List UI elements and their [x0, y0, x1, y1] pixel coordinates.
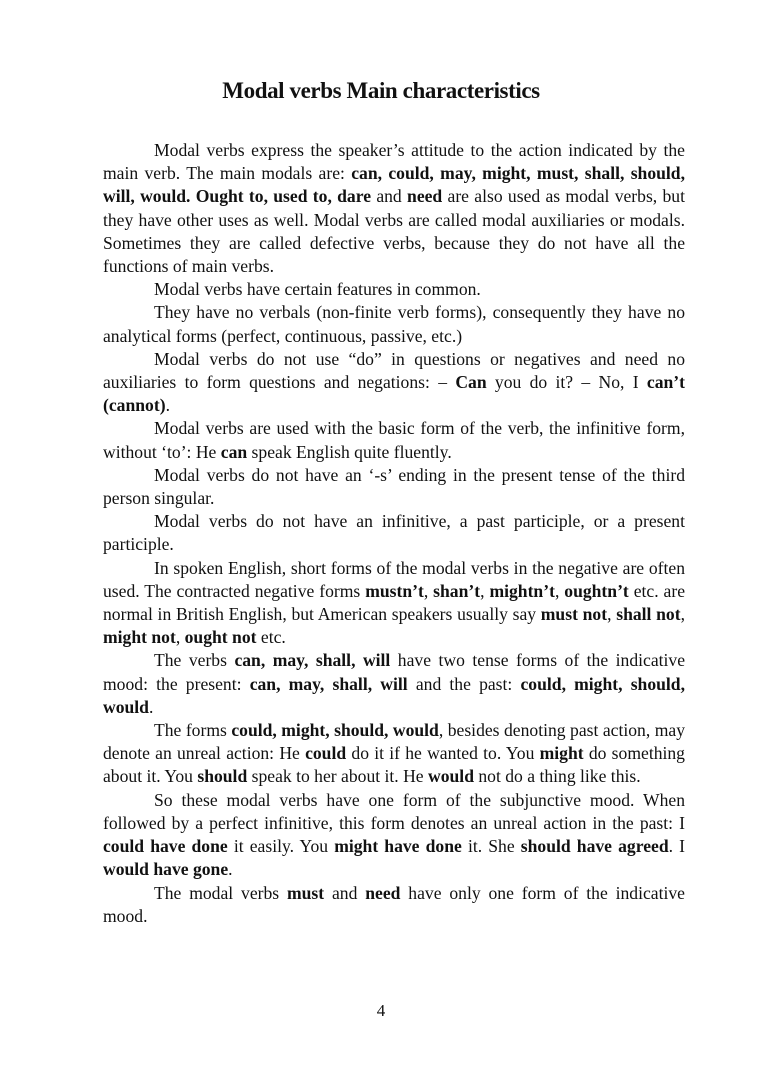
bold-term: ought not	[184, 627, 257, 648]
bold-term: must not	[540, 604, 608, 625]
text-run: you do it? – No, I	[486, 372, 647, 393]
bold-term: might not	[103, 627, 176, 648]
text-run: ,	[480, 580, 490, 601]
text-run: Modal verbs do not have an infinitive, a past participle, or a present participle.	[103, 511, 685, 555]
paragraph	[103, 348, 685, 418]
paragraph	[103, 649, 685, 719]
text-run: speak English quite fluently.	[247, 441, 452, 462]
text-run: .	[228, 859, 233, 880]
text-run: do it if he wanted to. You	[346, 743, 540, 764]
page-number: 4	[376, 1001, 386, 1020]
paragraph	[103, 139, 685, 278]
text-run: and	[324, 882, 366, 903]
text-run: are also used as modal verbs, but they have other uses as well. Modal verbs are called modal auxiliaries or modals. Sometimes they are called defective verbs, because they do not have all the functions of main verbs.	[103, 186, 685, 277]
text-run: The verbs	[154, 650, 235, 671]
bold-term: must	[286, 882, 325, 903]
paragraph	[103, 301, 685, 347]
bold-term: could have done	[103, 836, 228, 857]
text-run: In spoken English, short forms of the modal verbs in the negative are often used. The contracted negative forms	[103, 557, 685, 601]
text-run: ,	[175, 627, 185, 648]
bold-term: would	[428, 766, 474, 787]
bold-term: could, might, should, would	[231, 720, 439, 741]
bold-term: can, could, may, might, must, shall, should, will, would. Ought to, used to, dare	[103, 163, 685, 207]
text-run: So these modal verbs have one form of the subjunctive mood. When followed by a perfect infinitive, this form denotes an unreal action in the past: I	[103, 789, 685, 833]
text-run: The modal verbs	[154, 882, 287, 903]
text-run: Modal verbs do not have an ‘-s’ ending in the present tense of the third person singular.	[103, 464, 685, 509]
text-run: . I	[668, 836, 685, 857]
bold-term: shan’t	[433, 580, 481, 601]
text-run: it. She	[461, 836, 521, 857]
bold-term: shall not	[616, 604, 681, 625]
text-run: speak to her about it. He	[247, 766, 429, 787]
paragraph	[103, 417, 685, 463]
text-run: Modal verbs do not use “do” in questions or negatives and need no auxiliaries to form questions and negations: –	[103, 348, 685, 393]
page-title: Modal verbs Main characteristics	[222, 78, 540, 103]
text-run: etc. are normal in British English, but American speakers usually say	[103, 580, 686, 625]
text-run: etc.	[256, 627, 286, 648]
text-run: .	[148, 696, 154, 717]
bold-term: might have done	[334, 836, 462, 857]
text-run: ,	[607, 604, 617, 625]
text-run: ,	[680, 604, 685, 625]
bold-term: Can	[455, 372, 487, 393]
bold-term: could	[305, 743, 347, 764]
bold-term: would have gone	[103, 859, 229, 880]
paragraph	[103, 789, 685, 882]
bold-term: can, may, shall, will	[249, 673, 408, 694]
text-run: have only one form of the indicative mood.	[103, 882, 685, 926]
text-run: The forms	[154, 720, 232, 741]
text-run: do something about it. You	[103, 743, 685, 787]
text-run: not do a thing like this.	[473, 766, 641, 787]
paragraph	[103, 278, 685, 301]
text-run: ,	[423, 580, 434, 601]
paragraph	[103, 557, 685, 650]
text-run: have two tense forms of the indicative mood: the present:	[103, 650, 686, 694]
text-run: Modal verbs are used with the basic form of the verb, the infinitive form, without ‘to’: He	[103, 418, 685, 462]
text-run: ,	[554, 580, 565, 601]
text-run: They have no verbals (non-finite verb forms), consequently they have no analytical forms (perfect, continuous, passive, etc.)	[103, 302, 685, 346]
bold-term: oughtn’t	[564, 580, 629, 601]
text-run: Modal verbs have certain features in common.	[154, 279, 481, 300]
bold-term: should	[197, 766, 248, 787]
paragraph	[103, 510, 685, 556]
text-run: it easily. You	[227, 836, 335, 857]
text-run: , besides denoting past action, may denote an unreal action: He	[103, 720, 685, 764]
text-run: Modal verbs express the speaker’s attitude to the action indicated by the main verb. The main modals are:	[103, 140, 685, 184]
bold-term: can’t (cannot)	[103, 372, 686, 416]
paragraph	[103, 719, 685, 789]
bold-term: might	[539, 743, 584, 764]
text-run: and	[371, 186, 408, 207]
paragraph	[103, 464, 685, 510]
bold-term: can, may, shall, will	[234, 650, 391, 671]
bold-term: can	[220, 441, 248, 462]
bold-term: could, might, should, would	[103, 673, 685, 717]
bold-term: need	[365, 882, 401, 903]
body-text	[103, 139, 685, 928]
bold-term: need	[407, 186, 443, 207]
bold-term: should have agreed	[520, 836, 669, 857]
bold-term: mightn’t	[489, 580, 555, 601]
paragraph	[103, 882, 685, 928]
text-run: and the past:	[407, 673, 521, 694]
bold-term: mustn’t	[365, 580, 424, 601]
text-run: .	[165, 395, 170, 416]
